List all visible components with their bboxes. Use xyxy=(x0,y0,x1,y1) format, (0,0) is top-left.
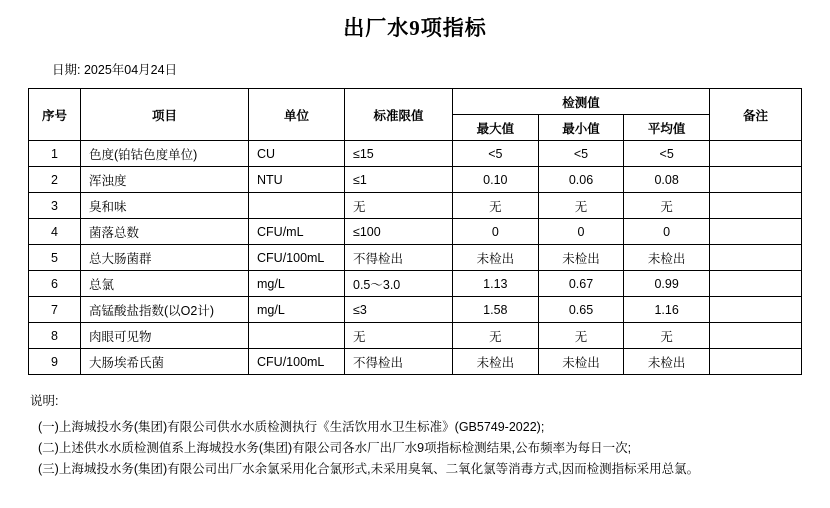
col-header-item: 项目 xyxy=(81,89,249,141)
date-value: 2025年04月24日 xyxy=(83,63,178,77)
cell-avg: 0.99 xyxy=(624,271,710,297)
page-title: 出厂水9项指标 xyxy=(343,16,487,40)
cell-max: 0 xyxy=(453,219,539,245)
table-row xyxy=(29,297,802,323)
cell-seq: 1 xyxy=(29,141,81,167)
cell-seq: 5 xyxy=(29,245,81,271)
cell-avg: <5 xyxy=(624,141,710,167)
cell-max: 无 xyxy=(453,323,539,349)
cell-limit: 0.5～3.0 xyxy=(345,271,453,297)
cell-min: 无 xyxy=(538,323,624,349)
cell-unit xyxy=(249,323,345,349)
cell-remark xyxy=(710,141,802,167)
note-line-3: (三)上海城投水务(集团)有限公司出厂水余氯采用化合氯形式,未采用臭氧、二氧化氯等消毒方式,因而检测指标采用总氯。 xyxy=(38,462,700,476)
col-header-max: 最大值 xyxy=(453,115,539,141)
table-header-row-1 xyxy=(29,89,802,115)
notes-section xyxy=(30,391,830,480)
cell-limit: 不得检出 xyxy=(345,349,453,375)
cell-unit: mg/L xyxy=(249,297,345,323)
cell-seq: 4 xyxy=(29,219,81,245)
cell-max: 1.13 xyxy=(453,271,539,297)
cell-unit: mg/L xyxy=(249,271,345,297)
cell-avg: 未检出 xyxy=(624,245,710,271)
col-header-detection: 检测值 xyxy=(453,89,710,115)
cell-remark xyxy=(710,219,802,245)
cell-min: 0.67 xyxy=(538,271,624,297)
cell-unit: NTU xyxy=(249,167,345,193)
cell-remark xyxy=(710,297,802,323)
cell-limit: 无 xyxy=(345,323,453,349)
cell-item: 总氯 xyxy=(81,271,249,297)
table-row xyxy=(29,141,802,167)
col-header-avg: 平均值 xyxy=(624,115,710,141)
cell-item: 高锰酸盐指数(以O2计) xyxy=(81,297,249,323)
table-row xyxy=(29,219,802,245)
cell-seq: 6 xyxy=(29,271,81,297)
cell-seq: 7 xyxy=(29,297,81,323)
cell-item: 菌落总数 xyxy=(81,219,249,245)
cell-remark xyxy=(710,193,802,219)
cell-max: 无 xyxy=(453,193,539,219)
note-line-2: (二)上述供水水质检测值系上海城投水务(集团)有限公司各水厂出厂水9项指标检测结果,公布频率为每日一次; xyxy=(38,441,632,455)
cell-remark xyxy=(710,323,802,349)
cell-remark xyxy=(710,245,802,271)
cell-unit: CFU/mL xyxy=(249,219,345,245)
cell-unit xyxy=(249,193,345,219)
cell-min: 0.06 xyxy=(538,167,624,193)
cell-limit: ≤15 xyxy=(345,141,453,167)
indicators-table xyxy=(28,88,802,375)
report-date xyxy=(52,60,830,78)
table-row xyxy=(29,193,802,219)
cell-seq: 2 xyxy=(29,167,81,193)
col-header-remark: 备注 xyxy=(710,89,802,141)
cell-item: 肉眼可见物 xyxy=(81,323,249,349)
cell-item: 臭和味 xyxy=(81,193,249,219)
cell-min: 无 xyxy=(538,193,624,219)
cell-remark xyxy=(710,271,802,297)
col-header-seq: 序号 xyxy=(29,89,81,141)
cell-avg: 1.16 xyxy=(624,297,710,323)
cell-avg: 0.08 xyxy=(624,167,710,193)
cell-avg: 未检出 xyxy=(624,349,710,375)
col-header-min: 最小值 xyxy=(538,115,624,141)
cell-unit: CFU/100mL xyxy=(249,349,345,375)
cell-item: 浑浊度 xyxy=(81,167,249,193)
table-body xyxy=(29,141,802,375)
cell-unit: CU xyxy=(249,141,345,167)
cell-item: 色度(铂钴色度单位) xyxy=(81,141,249,167)
cell-max: 未检出 xyxy=(453,245,539,271)
cell-min: <5 xyxy=(538,141,624,167)
table-row xyxy=(29,323,802,349)
table-row xyxy=(29,245,802,271)
cell-seq: 3 xyxy=(29,193,81,219)
cell-avg: 无 xyxy=(624,323,710,349)
cell-seq: 8 xyxy=(29,323,81,349)
cell-avg: 0 xyxy=(624,219,710,245)
cell-min: 0 xyxy=(538,219,624,245)
cell-max: 未检出 xyxy=(453,349,539,375)
cell-seq: 9 xyxy=(29,349,81,375)
cell-min: 未检出 xyxy=(538,349,624,375)
cell-max: <5 xyxy=(453,141,539,167)
table-row xyxy=(29,271,802,297)
cell-item: 大肠埃希氏菌 xyxy=(81,349,249,375)
table-row xyxy=(29,167,802,193)
date-label: 日期: xyxy=(52,63,81,77)
cell-avg: 无 xyxy=(624,193,710,219)
cell-max: 0.10 xyxy=(453,167,539,193)
cell-min: 0.65 xyxy=(538,297,624,323)
col-header-unit: 单位 xyxy=(249,89,345,141)
note-line-1: (一)上海城投水务(集团)有限公司供水水质检测执行《生活饮用水卫生标准》(GB5749-2022); xyxy=(38,420,545,434)
cell-max: 1.58 xyxy=(453,297,539,323)
table-header xyxy=(29,89,802,141)
document-page xyxy=(0,12,830,508)
cell-limit: ≤3 xyxy=(345,297,453,323)
cell-remark xyxy=(710,349,802,375)
cell-remark xyxy=(710,167,802,193)
col-header-limit: 标准限值 xyxy=(345,89,453,141)
cell-limit: ≤1 xyxy=(345,167,453,193)
table-row xyxy=(29,349,802,375)
cell-limit: ≤100 xyxy=(345,219,453,245)
cell-item: 总大肠菌群 xyxy=(81,245,249,271)
cell-limit: 无 xyxy=(345,193,453,219)
notes-title: 说明: xyxy=(30,394,59,408)
cell-limit: 不得检出 xyxy=(345,245,453,271)
cell-min: 未检出 xyxy=(538,245,624,271)
cell-unit: CFU/100mL xyxy=(249,245,345,271)
